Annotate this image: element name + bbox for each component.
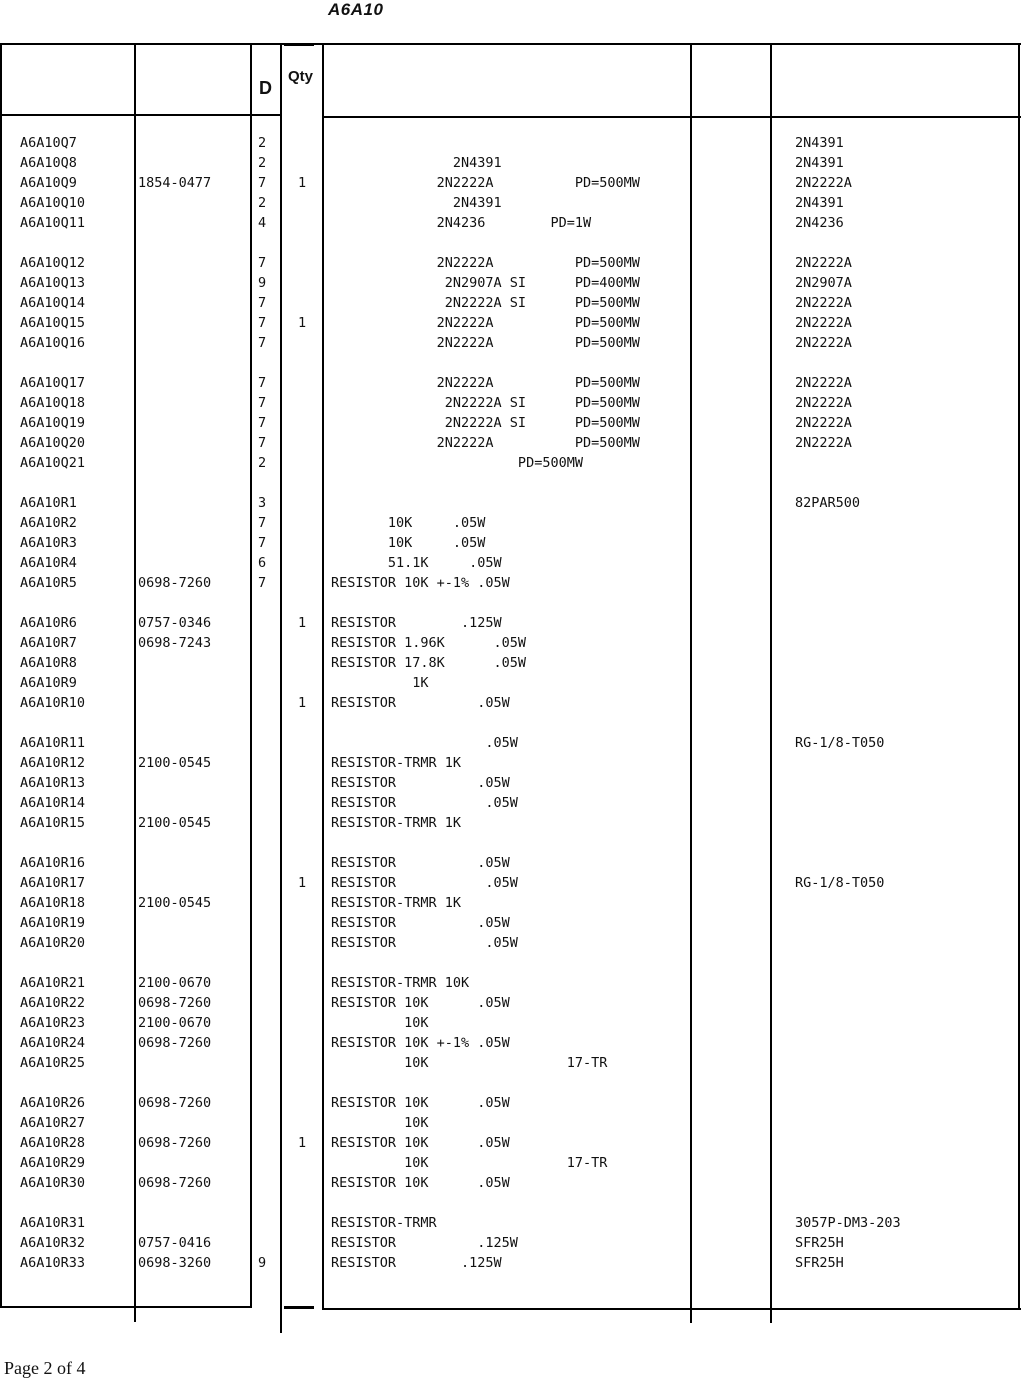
mfr-part-cell: 2N2222A <box>795 395 852 411</box>
header-bottom-border-right <box>324 116 1021 118</box>
qty-column-bottom-tick <box>284 1306 314 1309</box>
description-cell: PD=500MW <box>331 455 583 471</box>
ref-cell: A6A10R24 <box>20 1035 86 1051</box>
ref-cell: A6A10R6 <box>20 615 77 631</box>
cd-cell: 7 <box>258 395 267 411</box>
table-row <box>0 1013 1021 1033</box>
mfr-part-cell: 2N2222A <box>795 315 852 331</box>
description-cell: 2N4391 <box>331 195 502 211</box>
table-row <box>0 913 1021 933</box>
table-row <box>0 893 1021 913</box>
description-cell: 2N2907A SI PD=400MW <box>331 275 640 291</box>
mfr-part-cell: 2N4391 <box>795 195 844 211</box>
mfr-part-cell: 2N4391 <box>795 155 844 171</box>
description-cell: 2N2222A SI PD=500MW <box>331 395 640 411</box>
table-row <box>0 1033 1021 1053</box>
table-row <box>0 373 1021 393</box>
mfr-part-cell: 2N2907A <box>795 275 852 291</box>
cd-cell: 2 <box>258 155 267 171</box>
table-row <box>0 773 1021 793</box>
ref-cell: A6A10Q8 <box>20 155 77 171</box>
description-cell: 10K 17-TR <box>331 1155 608 1171</box>
description-cell: 10K .05W <box>331 515 486 531</box>
table-row <box>0 1173 1021 1193</box>
mfr-part-cell: SFR25H <box>795 1255 844 1271</box>
mfr-part-cell: 2N2222A <box>795 415 852 431</box>
cd-cell: 7 <box>258 375 267 391</box>
header-cd: D <box>259 78 272 98</box>
description-cell: RESISTOR-TRMR 10K <box>331 975 470 991</box>
ref-cell: A6A10R14 <box>20 795 86 811</box>
ref-cell: A6A10R16 <box>20 855 86 871</box>
description-cell: 2N2222A SI PD=500MW <box>331 415 640 431</box>
ref-cell: A6A10R9 <box>20 675 77 691</box>
table-row <box>0 653 1021 673</box>
part-number-cell: 2100-0545 <box>138 755 212 771</box>
table-row <box>0 1213 1021 1233</box>
mfr-part-cell: SFR25H <box>795 1235 844 1251</box>
table-row <box>0 213 1021 233</box>
ref-cell: A6A10R3 <box>20 535 77 551</box>
description-cell: 2N2222A PD=500MW <box>331 175 640 191</box>
description-cell: 1K <box>331 675 429 691</box>
description-cell: RESISTOR 17.8K .05W <box>331 655 527 671</box>
part-number-cell: 0757-0416 <box>138 1235 212 1251</box>
description-cell: 2N2222A PD=500MW <box>331 435 640 451</box>
cd-cell: 7 <box>258 515 267 531</box>
qty-cell: 1 <box>298 695 307 711</box>
description-cell: RESISTOR 10K +-1% .05W <box>331 575 510 591</box>
ref-cell: A6A10Q21 <box>20 455 86 471</box>
mfr-part-cell: 2N2222A <box>795 435 852 451</box>
ref-cell: A6A10R30 <box>20 1175 86 1191</box>
part-number-cell: 1854-0477 <box>138 175 212 191</box>
table-row <box>0 613 1021 633</box>
table-row <box>0 753 1021 773</box>
part-number-cell: 0698-7260 <box>138 995 212 1011</box>
cd-cell: 7 <box>258 415 267 431</box>
table-row <box>0 173 1021 193</box>
ref-cell: A6A10R19 <box>20 915 86 931</box>
mfr-part-cell: 3057P-DM3-203 <box>795 1215 901 1231</box>
table-row <box>0 993 1021 1013</box>
ref-cell: A6A10R22 <box>20 995 86 1011</box>
description-cell: 2N4391 <box>331 155 502 171</box>
ref-cell: A6A10Q7 <box>20 135 77 151</box>
table-row <box>0 333 1021 353</box>
description-cell: RESISTOR 10K .05W <box>331 995 510 1011</box>
cd-cell: 7 <box>258 315 267 331</box>
qty-cell: 1 <box>298 175 307 191</box>
table-row <box>0 1253 1021 1273</box>
ref-cell: A6A10R28 <box>20 1135 86 1151</box>
table-bottom-border-right <box>324 1308 1021 1310</box>
ref-cell: A6A10Q18 <box>20 395 86 411</box>
description-cell: 2N2222A PD=500MW <box>331 315 640 331</box>
description-cell: RESISTOR 1.96K .05W <box>331 635 527 651</box>
ref-cell: A6A10R17 <box>20 875 86 891</box>
ref-cell: A6A10Q15 <box>20 315 86 331</box>
ref-cell: A6A10Q14 <box>20 295 86 311</box>
table-row <box>0 693 1021 713</box>
table-row <box>0 1053 1021 1073</box>
table-row <box>0 253 1021 273</box>
description-cell: RESISTOR 10K +-1% .05W <box>331 1035 510 1051</box>
ref-cell: A6A10Q16 <box>20 335 86 351</box>
table-row <box>0 1093 1021 1113</box>
ref-cell: A6A10R5 <box>20 575 77 591</box>
cd-cell: 7 <box>258 295 267 311</box>
ref-cell: A6A10Q20 <box>20 435 86 451</box>
description-cell: RESISTOR 10K .05W <box>331 1135 510 1151</box>
part-number-cell: 0698-7260 <box>138 575 212 591</box>
table-row <box>0 1113 1021 1133</box>
description-cell: 2N4236 PD=1W <box>331 215 592 231</box>
table-row <box>0 133 1021 153</box>
ref-cell: A6A10R29 <box>20 1155 86 1171</box>
ref-cell: A6A10R18 <box>20 895 86 911</box>
ref-cell: A6A10R33 <box>20 1255 86 1271</box>
table-row <box>0 853 1021 873</box>
table-bottom-border-left <box>0 1306 250 1308</box>
ref-cell: A6A10Q19 <box>20 415 86 431</box>
description-cell: 2N2222A SI PD=500MW <box>331 295 640 311</box>
table-row <box>0 633 1021 653</box>
ref-cell: A6A10Q11 <box>20 215 86 231</box>
qty-cell: 1 <box>298 1135 307 1151</box>
cd-cell: 7 <box>258 535 267 551</box>
description-cell: 10K .05W <box>331 535 486 551</box>
description-cell: RESISTOR .05W <box>331 935 518 951</box>
ref-cell: A6A10R13 <box>20 775 86 791</box>
table-row <box>0 393 1021 413</box>
ref-cell: A6A10R15 <box>20 815 86 831</box>
ref-cell: A6A10R12 <box>20 755 86 771</box>
table-row <box>0 733 1021 753</box>
part-number-cell: 0698-7260 <box>138 1095 212 1111</box>
ref-cell: A6A10R20 <box>20 935 86 951</box>
qty-cell: 1 <box>298 875 307 891</box>
qty-column-top-tick <box>284 43 314 46</box>
table-row <box>0 973 1021 993</box>
description-cell: RESISTOR-TRMR <box>331 1215 437 1231</box>
ref-cell: A6A10Q17 <box>20 375 86 391</box>
table-row <box>0 493 1021 513</box>
part-number-cell: 0698-3260 <box>138 1255 212 1271</box>
table-row <box>0 873 1021 893</box>
description-cell: RESISTOR-TRMR 1K <box>331 755 462 771</box>
header-bottom-border-left <box>0 114 280 116</box>
part-number-cell: 2100-0670 <box>138 1015 212 1031</box>
cd-cell: 7 <box>258 335 267 351</box>
table-row <box>0 1233 1021 1253</box>
table-top-border <box>0 43 1021 45</box>
ref-cell: A6A10R27 <box>20 1115 86 1131</box>
description-cell: RESISTOR-TRMR 1K <box>331 895 462 911</box>
description-cell: RESISTOR .05W <box>331 695 510 711</box>
mfr-part-cell: 2N2222A <box>795 335 852 351</box>
table-row <box>0 313 1021 333</box>
mfr-part-cell: 2N2222A <box>795 375 852 391</box>
cd-cell: 2 <box>258 455 267 471</box>
header-qty: Qty <box>288 68 314 85</box>
description-cell: RESISTOR .05W <box>331 855 510 871</box>
table-row <box>0 813 1021 833</box>
ref-cell: A6A10R26 <box>20 1095 86 1111</box>
description-cell: 2N2222A PD=500MW <box>331 375 640 391</box>
ref-cell: A6A10R32 <box>20 1235 86 1251</box>
ref-cell: A6A10R11 <box>20 735 86 751</box>
table-row <box>0 513 1021 533</box>
description-cell: RESISTOR .125W <box>331 615 502 631</box>
cd-cell: 2 <box>258 195 267 211</box>
part-number-cell: 2100-0545 <box>138 815 212 831</box>
cd-cell: 4 <box>258 215 267 231</box>
description-cell: 10K <box>331 1115 429 1131</box>
part-number-cell: 0698-7260 <box>138 1135 212 1151</box>
ref-cell: A6A10R2 <box>20 515 77 531</box>
cd-cell: 3 <box>258 495 267 511</box>
part-number-cell: 0698-7260 <box>138 1035 212 1051</box>
mfr-part-cell: RG-1/8-T050 <box>795 875 885 891</box>
description-cell: RESISTOR .05W <box>331 875 518 891</box>
description-cell: 2N2222A PD=500MW <box>331 335 640 351</box>
part-number-cell: 0698-7243 <box>138 635 212 651</box>
table-row <box>0 673 1021 693</box>
page-title: A6A10 <box>328 0 384 19</box>
table-row <box>0 413 1021 433</box>
table-row <box>0 553 1021 573</box>
table-row <box>0 453 1021 473</box>
ref-cell: A6A10R23 <box>20 1015 86 1031</box>
table-row <box>0 533 1021 553</box>
description-cell: RESISTOR .125W <box>331 1255 502 1271</box>
ref-cell: A6A10Q9 <box>20 175 77 191</box>
table-row <box>0 1133 1021 1153</box>
table-row <box>0 933 1021 953</box>
description-cell: RESISTOR .05W <box>331 775 510 791</box>
description-cell: RESISTOR 10K .05W <box>331 1095 510 1111</box>
ref-cell: A6A10Q10 <box>20 195 86 211</box>
mfr-part-cell: 2N4236 <box>795 215 844 231</box>
description-cell: RESISTOR 10K .05W <box>331 1175 510 1191</box>
qty-cell: 1 <box>298 315 307 331</box>
ref-cell: A6A10R8 <box>20 655 77 671</box>
cd-cell: 9 <box>258 1255 267 1271</box>
table-row <box>0 273 1021 293</box>
cd-cell: 2 <box>258 135 267 151</box>
part-number-cell: 0698-7260 <box>138 1175 212 1191</box>
mfr-part-cell: 2N4391 <box>795 135 844 151</box>
part-number-cell: 0757-0346 <box>138 615 212 631</box>
ref-cell: A6A10R10 <box>20 695 86 711</box>
table-row <box>0 793 1021 813</box>
description-cell: 51.1K .05W <box>331 555 502 571</box>
ref-cell: A6A10R21 <box>20 975 86 991</box>
mfr-part-cell: 2N2222A <box>795 255 852 271</box>
description-cell: 2N2222A PD=500MW <box>331 255 640 271</box>
qty-cell: 1 <box>298 615 307 631</box>
table-row <box>0 153 1021 173</box>
ref-cell: A6A10R7 <box>20 635 77 651</box>
part-number-cell: 2100-0670 <box>138 975 212 991</box>
page-footer: Page 2 of 4 <box>4 1358 86 1378</box>
cd-cell: 7 <box>258 575 267 591</box>
cd-cell: 7 <box>258 255 267 271</box>
part-number-cell: 2100-0545 <box>138 895 212 911</box>
ref-cell: A6A10Q12 <box>20 255 86 271</box>
mfr-part-cell: RG-1/8-T050 <box>795 735 885 751</box>
description-cell: 10K 17-TR <box>331 1055 608 1071</box>
ref-cell: A6A10R31 <box>20 1215 86 1231</box>
description-cell: RESISTOR-TRMR 1K <box>331 815 462 831</box>
table-row <box>0 193 1021 213</box>
description-cell: 10K <box>331 1015 429 1031</box>
table-row <box>0 293 1021 313</box>
description-cell: .05W <box>331 735 518 751</box>
mfr-part-cell: 2N2222A <box>795 295 852 311</box>
mfr-part-cell: 82PAR500 <box>795 495 861 511</box>
cd-cell: 7 <box>258 175 267 191</box>
ref-cell: A6A10R25 <box>20 1055 86 1071</box>
cd-cell: 7 <box>258 435 267 451</box>
ref-cell: A6A10R1 <box>20 495 77 511</box>
mfr-part-cell: 2N2222A <box>795 175 852 191</box>
description-cell: RESISTOR .05W <box>331 795 518 811</box>
ref-cell: A6A10Q13 <box>20 275 86 291</box>
table-row <box>0 1153 1021 1173</box>
cd-cell: 6 <box>258 555 267 571</box>
table-row <box>0 433 1021 453</box>
ref-cell: A6A10R4 <box>20 555 77 571</box>
cd-cell: 9 <box>258 275 267 291</box>
description-cell: RESISTOR .05W <box>331 915 510 931</box>
table-row <box>0 573 1021 593</box>
description-cell: RESISTOR .125W <box>331 1235 518 1251</box>
